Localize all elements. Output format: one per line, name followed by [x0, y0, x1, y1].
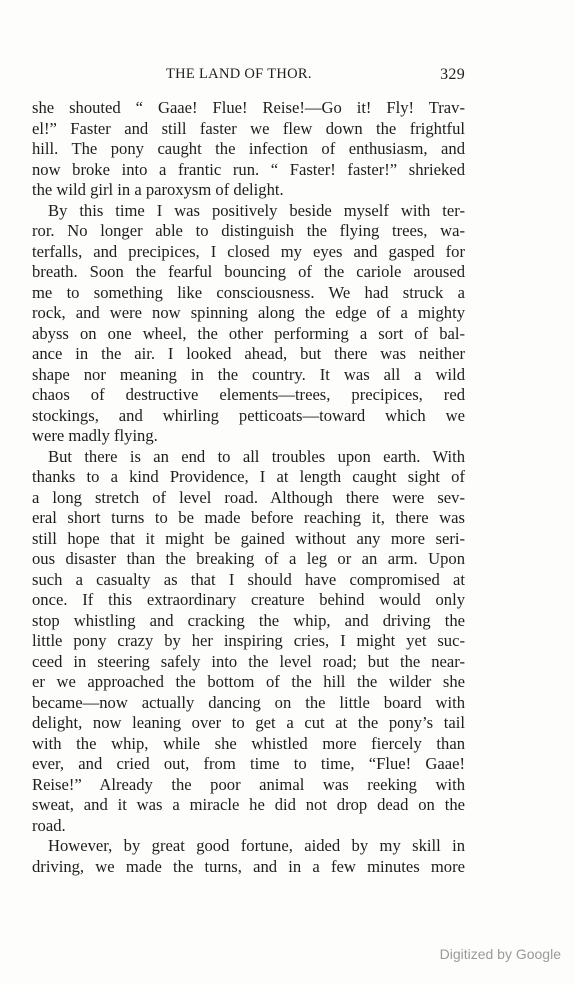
text-line: now broke into a frantic run. “ Faster! faster!” shrieked: [32, 159, 465, 179]
text-line: breath. Soon the fearful bouncing of the cariole aroused: [32, 262, 465, 281]
text-line: stop whistling and cracking the whip, and driving the: [32, 610, 465, 630]
digitized-watermark: Digitized by Google: [439, 946, 561, 962]
text-line: still hope that it might be gained without any more seri-: [32, 528, 465, 548]
text-line: driving, we made the turns, and in a few minutes more: [32, 856, 465, 876]
text-line: me to something like consciousness. We had struck a: [32, 282, 465, 302]
text-line: However, by great good fortune, aided by my skill in: [48, 836, 465, 855]
text-line: el!” Faster and still faster we flew down the frightful: [32, 118, 465, 138]
text-line: Reise!” Already the poor animal was reeking with: [32, 774, 465, 794]
text-line: ous disaster than the breaking of a leg or an arm. Upon: [32, 549, 465, 568]
text-line: the wild girl in a paroxysm of delight.: [32, 180, 284, 199]
text-line: chaos of destructive elements—trees, precipices, red: [32, 385, 465, 404]
text-line: with the whip, while she whistled more fiercely than: [32, 733, 465, 753]
text-line: such a casualty as that I should have compromised at: [32, 569, 465, 589]
text-line: were madly flying.: [32, 426, 158, 445]
text-line: ror. No longer able to distinguish the flying trees, wa-: [32, 221, 465, 240]
text-line: terfalls, and precipices, I closed my eyes and gasped for: [32, 241, 465, 261]
text-line: stockings, and whirling petticoats—toward which we: [32, 405, 465, 425]
running-title: THE LAND OF THOR.: [166, 66, 312, 82]
text-line: delight, now leaning over to get a cut at the pony’s tail: [32, 713, 465, 732]
text-line: little pony crazy by her inspiring cries, I might yet suc-: [32, 631, 465, 650]
text-line: eral short turns to be made before reaching it, there was: [32, 508, 465, 527]
text-line: she shouted “ Gaae! Flue! Reise!—Go it! Fly! Trav-: [32, 98, 465, 117]
text-line: By this time I was positively beside myself with ter-: [48, 200, 465, 220]
text-line: hill. The pony caught the infection of enthusiasm, and: [32, 139, 465, 158]
text-line: sweat, and it was a miracle he did not drop dead on the: [32, 795, 465, 814]
text-line: became—now actually dancing on the little board with: [32, 692, 465, 712]
body-text: [32, 98, 465, 877]
text-line: road.: [32, 815, 66, 835]
text-line: thanks to a kind Providence, I at length caught sight of: [32, 467, 465, 486]
text-line: ceed in steering safely into the level road; but the near-: [32, 651, 465, 671]
text-line: a long stretch of level road. Although there were sev-: [32, 487, 465, 507]
text-line: er we approached the bottom of the hill the wilder she: [32, 672, 465, 691]
text-line: ance in the air. I looked ahead, but there was neither: [32, 344, 465, 363]
text-line: abyss on one wheel, the other performing a sort of bal-: [32, 323, 465, 343]
text-line: But there is an end to all troubles upon earth. With: [48, 446, 465, 466]
text-line: rock, and were now spinning along the edge of a mighty: [32, 303, 465, 322]
text-line: ever, and cried out, from time to time, “Flue! Gaae!: [32, 754, 465, 773]
text-line: once. If this extraordinary creature behind would only: [32, 590, 465, 609]
running-header: [32, 66, 465, 86]
page-number: 329: [440, 66, 465, 83]
text-line: shape nor meaning in the country. It was all a wild: [32, 364, 465, 384]
